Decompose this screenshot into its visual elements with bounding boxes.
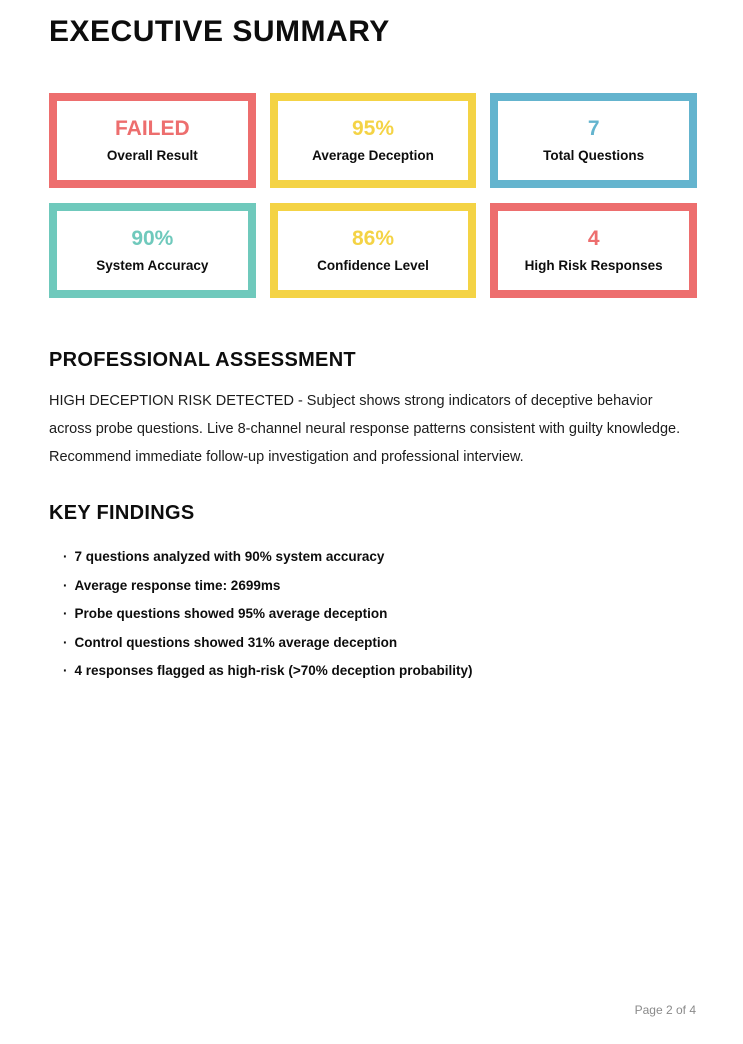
- finding-item: [49, 572, 697, 601]
- stat-card: [49, 203, 256, 298]
- finding-text: Probe questions showed 95% average deception: [74, 606, 388, 621]
- summary-cards: [49, 93, 697, 298]
- stat-card: [49, 93, 256, 188]
- key-findings-list: [49, 543, 697, 686]
- findings-heading: KEY FINDINGS: [49, 502, 195, 524]
- bullet-icon: ·: [63, 634, 68, 650]
- bullet-icon: ·: [63, 549, 68, 564]
- bullet-icon: ·: [63, 577, 68, 593]
- stat-label: Average Deception: [312, 148, 434, 164]
- page-number: Page 2 of 4: [634, 1003, 696, 1017]
- bullet-icon: ·: [63, 663, 68, 678]
- assessment-heading: PROFESSIONAL ASSESSMENT: [49, 349, 356, 371]
- report-content: [49, 0, 697, 686]
- stat-card: [490, 203, 697, 298]
- finding-text: 4 responses flagged as high-risk (>70% deception probability): [74, 663, 473, 678]
- stat-value: 95%: [351, 117, 394, 141]
- finding-item: [49, 600, 697, 629]
- stat-label: System Accuracy: [96, 258, 209, 274]
- finding-text: Average response time: 2699ms: [74, 577, 281, 593]
- stat-value: 86%: [351, 227, 394, 251]
- finding-item: [49, 657, 697, 686]
- finding-item: [49, 629, 697, 658]
- stat-label: High Risk Responses: [524, 258, 663, 274]
- assessment-body: HIGH DECEPTION RISK DETECTED - Subject shows strong indicators of deceptive behavior across probe questions. Live 8-channel neural response patterns consistent with guilty knowledge. Recommend immediate follow-up investigation and professional interview.: [49, 393, 681, 465]
- finding-text: Control questions showed 31% average deception: [74, 634, 398, 650]
- stat-label: Confidence Level: [317, 258, 429, 274]
- stat-card: [270, 93, 477, 188]
- stat-card: [270, 203, 477, 298]
- stat-value: 90%: [131, 227, 174, 251]
- page-title: EXECUTIVE SUMMARY: [49, 15, 390, 48]
- finding-text: 7 questions analyzed with 90% system accuracy: [74, 549, 385, 564]
- stat-value: FAILED: [114, 117, 190, 141]
- stat-value: 4: [587, 227, 600, 251]
- stat-label: Total Questions: [543, 148, 645, 164]
- stat-card: [490, 93, 697, 188]
- finding-item: [49, 543, 697, 572]
- bullet-icon: ·: [63, 606, 68, 621]
- stat-value: 7: [587, 117, 600, 141]
- stat-label: Overall Result: [106, 148, 198, 164]
